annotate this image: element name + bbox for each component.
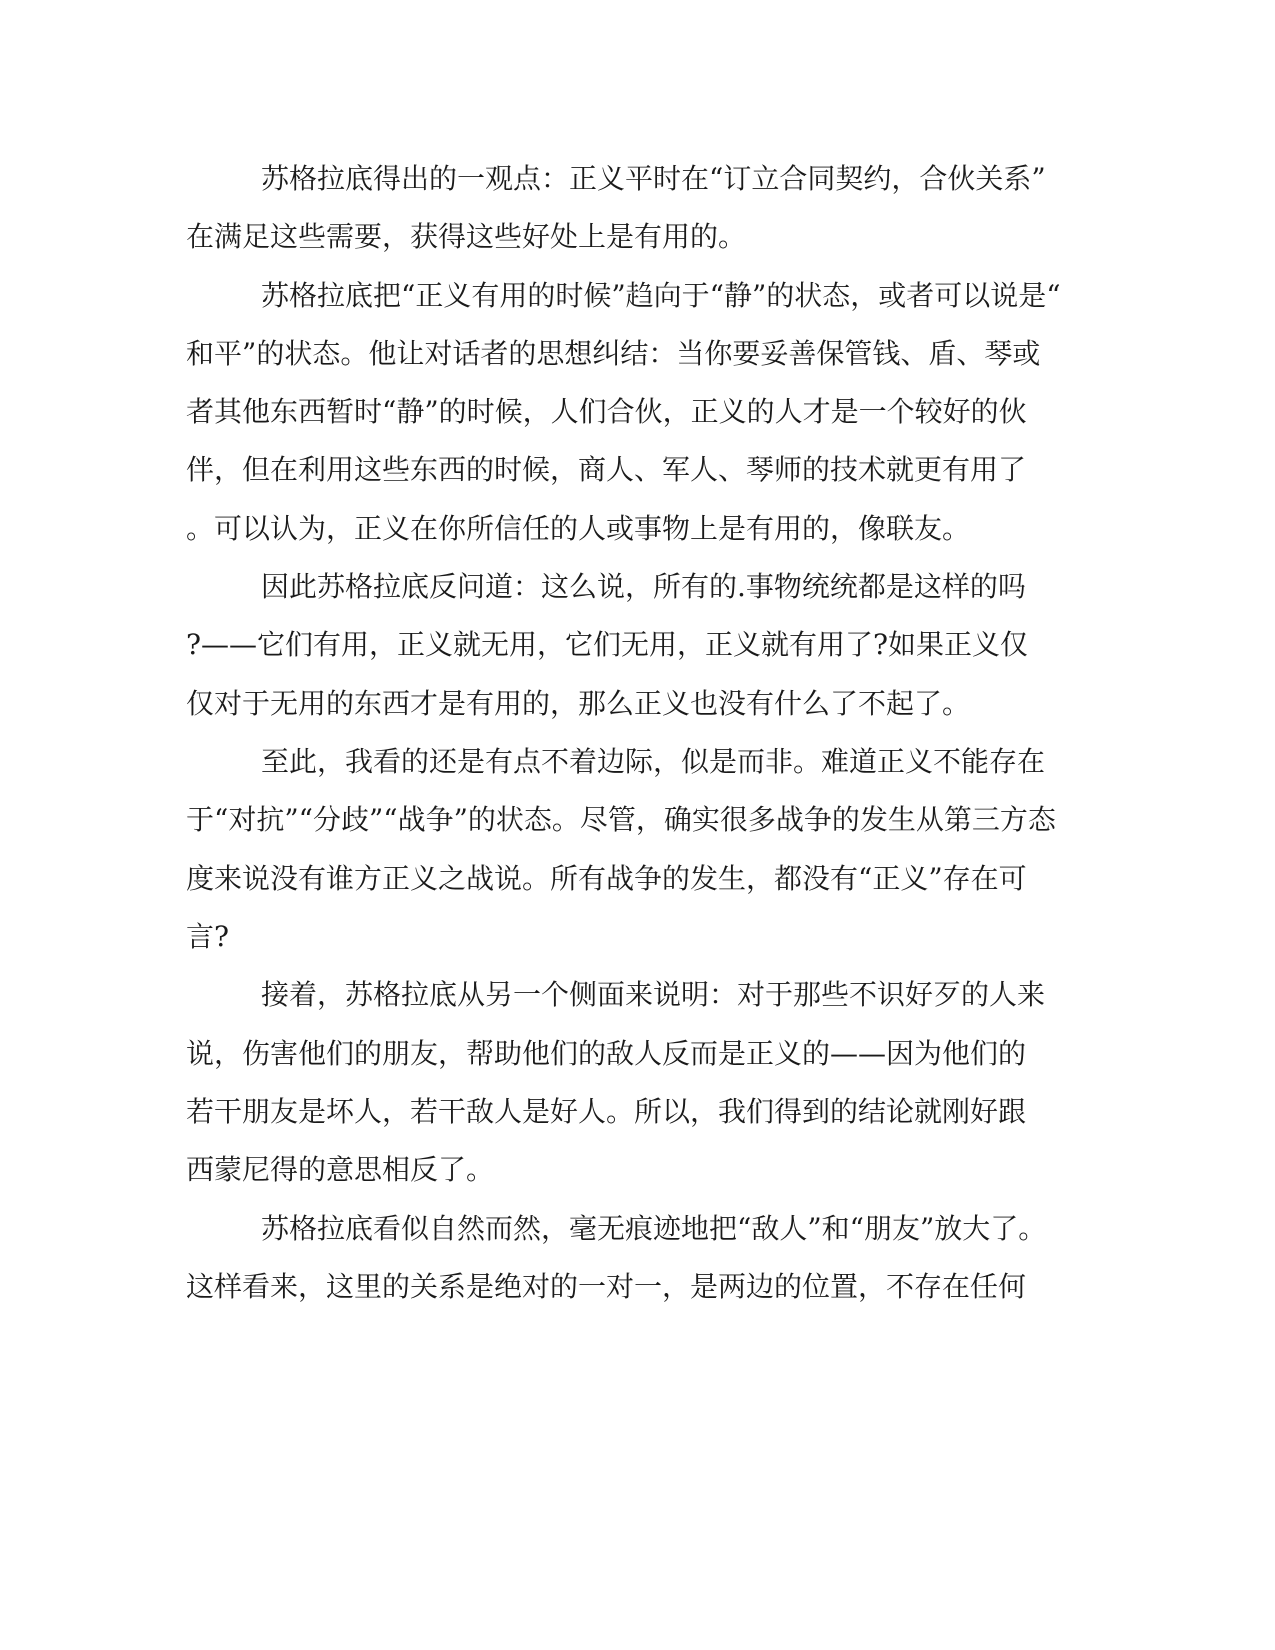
paragraph-4-line-4: 言? [186,920,230,953]
paragraph-2-line-5: 。可以认为，正义在你所信任的人或事物上是有用的，像联友。 [186,512,971,545]
paragraph-6-line-1: 苏格拉底看似自然而然，毫无痕迹地把“敌人”和“朋友”放大了。 [261,1212,1047,1245]
paragraph-3-line-2: ?——它们有用，正义就无用，它们无用，正义就有用了?如果正义仅 [186,628,1029,661]
paragraph-4-line-2: 于“对抗”“分歧”“战争”的状态。尽管，确实很多战争的发生从第三方态 [186,803,1056,836]
paragraph-1-line-1: 苏格拉底得出的一观点：正义平时在“订立合同契约，合伙关系” [261,162,1046,195]
paragraph-3-line-3: 仅对于无用的东西才是有用的，那么正义也没有什么了不起了。 [186,687,971,720]
paragraph-2-line-2: 和平”的状态。他让对话者的思想纠结：当你要妥善保管钱、盾、琴或 [186,337,1041,370]
paragraph-4-line-3: 度来说没有谁方正义之战说。所有战争的发生，都没有“正义”存在可 [186,862,1027,895]
paragraph-2-line-1: 苏格拉底把“正义有用的时候”趋向于“静”的状态，或者可以说是“ [261,279,1061,312]
paragraph-5-line-2: 说，伤害他们的朋友，帮助他们的敌人反而是正义的——因为他们的 [186,1037,1027,1070]
paragraph-2-line-3: 者其他东西暂时“静”的时候，人们合伙，正义的人才是一个较好的伙 [186,395,1027,428]
paragraph-2-line-4: 伴，但在利用这些东西的时候，商人、军人、琴师的技术就更有用了 [186,453,1027,486]
paragraph-5-line-4: 西蒙尼得的意思相反了。 [186,1153,495,1186]
paragraph-5-line-1: 接着，苏格拉底从另一个侧面来说明：对于那些不识好歹的人来 [261,978,1046,1011]
paragraph-4-line-1: 至此，我看的还是有点不着边际，似是而非。难道正义不能存在 [261,745,1046,778]
paragraph-5-line-3: 若干朋友是坏人，若干敌人是好人。所以，我们得到的结论就刚好跟 [186,1095,1027,1128]
paragraph-1-line-2: 在满足这些需要，获得这些好处上是有用的。 [186,220,747,253]
paragraph-3-line-1: 因此苏格拉底反问道：这么说，所有的.事物统统都是这样的吗 [261,570,1026,603]
paragraph-6-line-2: 这样看来，这里的关系是绝对的一对一，是两边的位置，不存在任何 [186,1270,1027,1303]
